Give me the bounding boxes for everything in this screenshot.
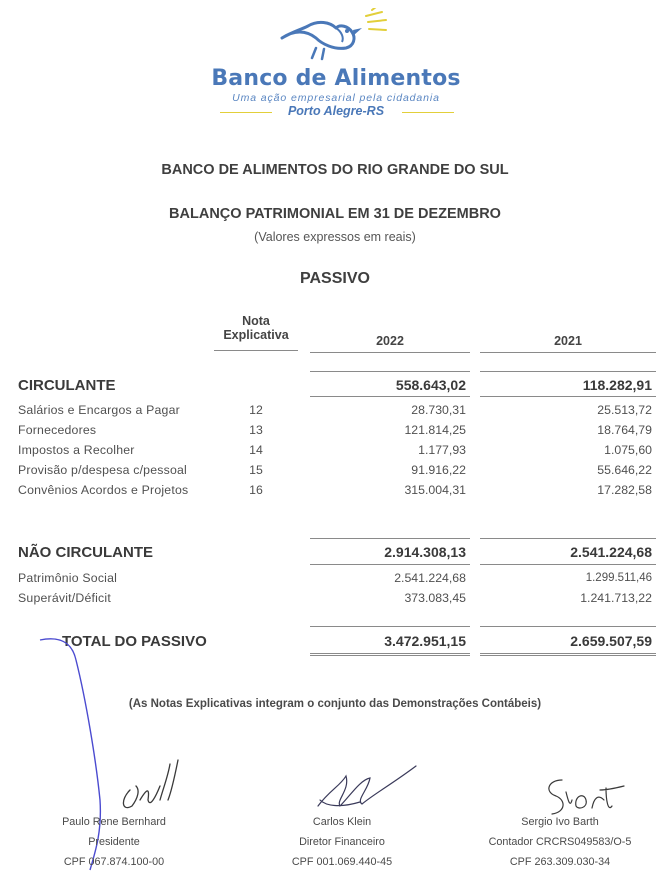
row-value-2022: 121.814,25 — [404, 423, 466, 437]
signatory-document: CPF 263.309.030-34 — [509, 856, 611, 868]
row-value-2021: 1.299.511,46 — [585, 572, 652, 584]
signature-president — [123, 760, 178, 808]
signatory-document: CPF 001.069.440-45 — [291, 856, 393, 868]
signature-accountant — [549, 780, 624, 814]
row-value-2021: 1.075,60 — [604, 443, 652, 457]
footnote: (As Notas Explicativas integram o conjunto das Demonstrações Contábeis) — [128, 698, 542, 710]
row-label: Convênios Acordos e Projetos — [18, 483, 189, 497]
row-value-2021: 55.646,22 — [597, 463, 652, 477]
signatory-role: Diretor Financeiro — [299, 836, 385, 848]
row-label: Provisão p/despesa c/pessoal — [18, 463, 187, 477]
section-title: PASSIVO — [300, 270, 370, 287]
row-label: Impostos a Recolher — [18, 443, 135, 457]
year-2022-header: 2022 — [376, 334, 404, 348]
row-value-2022: 91.916,22 — [411, 463, 466, 477]
signatory-name: Carlos Klein — [312, 816, 372, 828]
logo-city: Porto Alegre-RS — [287, 104, 385, 118]
row-value-2021: 25.513,72 — [597, 403, 652, 417]
note-header-line1: Nota — [242, 314, 270, 328]
row-label: Fornecedores — [18, 423, 97, 437]
row-note: 14 — [249, 443, 263, 457]
row-value-2021: 1.241.713,22 — [580, 591, 652, 605]
total-2021: 2.659.507,59 — [570, 633, 652, 649]
organization-name: BANCO DE ALIMENTOS DO RIO GRANDE DO SUL — [161, 162, 509, 178]
signatory-president — [24, 816, 204, 868]
signatory-name: Sergio Ivo Barth — [521, 816, 599, 828]
row-note: 12 — [249, 403, 263, 417]
logo-tagline: Uma ação empresarial pela cidadania — [232, 92, 440, 104]
signature-director — [318, 766, 416, 806]
row-label: Salários e Encargos a Pagar — [18, 403, 180, 417]
nao-circulante-total-2022: 2.914.308,13 — [384, 544, 466, 560]
signatory-director — [252, 816, 432, 868]
nao-circulante-total-2021: 2.541.224,68 — [570, 544, 652, 560]
row-value-2022: 28.730,31 — [411, 403, 466, 417]
year-2021-header: 2021 — [554, 334, 582, 348]
row-label: Superávit/Déficit — [18, 591, 111, 605]
signatory-role: Contador CRCRS049583/O-5 — [488, 836, 632, 848]
row-value-2022: 315.004,31 — [404, 483, 466, 497]
row-note: 16 — [249, 483, 263, 497]
circulante-label: CIRCULANTE — [18, 377, 116, 394]
total-label: TOTAL DO PASSIVO — [62, 633, 207, 650]
row-note: 13 — [249, 423, 263, 437]
signatory-name: Paulo Rene Bernhard — [62, 816, 166, 828]
row-note: 15 — [249, 463, 263, 477]
row-value-2021: 18.764,79 — [597, 423, 652, 437]
row-value-2022: 1.177,93 — [418, 443, 466, 457]
note-header-line2: Explicativa — [223, 328, 289, 342]
nao-circulante-label: NÃO CIRCULANTE — [18, 544, 153, 561]
currency-note: (Valores expressos em reais) — [254, 230, 416, 244]
total-2022: 3.472.951,15 — [384, 633, 466, 649]
report-title: BALANÇO PATRIMONIAL EM 31 DE DEZEMBRO — [169, 206, 501, 222]
row-label: Patrimônio Social — [18, 571, 118, 585]
circulante-total-2022: 558.643,02 — [395, 377, 466, 393]
row-value-2022: 2.541.224,68 — [394, 571, 466, 585]
circulante-total-2021: 118.282,91 — [582, 377, 652, 393]
logo-title: Banco de Alimentos — [211, 66, 461, 91]
signatory-role: Presidente — [88, 836, 140, 848]
signatory-document: CPF 067.874.100-00 — [63, 856, 165, 868]
row-value-2021: 17.282,58 — [597, 483, 652, 497]
signatory-accountant — [462, 816, 658, 868]
row-value-2022: 373.083,45 — [404, 591, 466, 605]
